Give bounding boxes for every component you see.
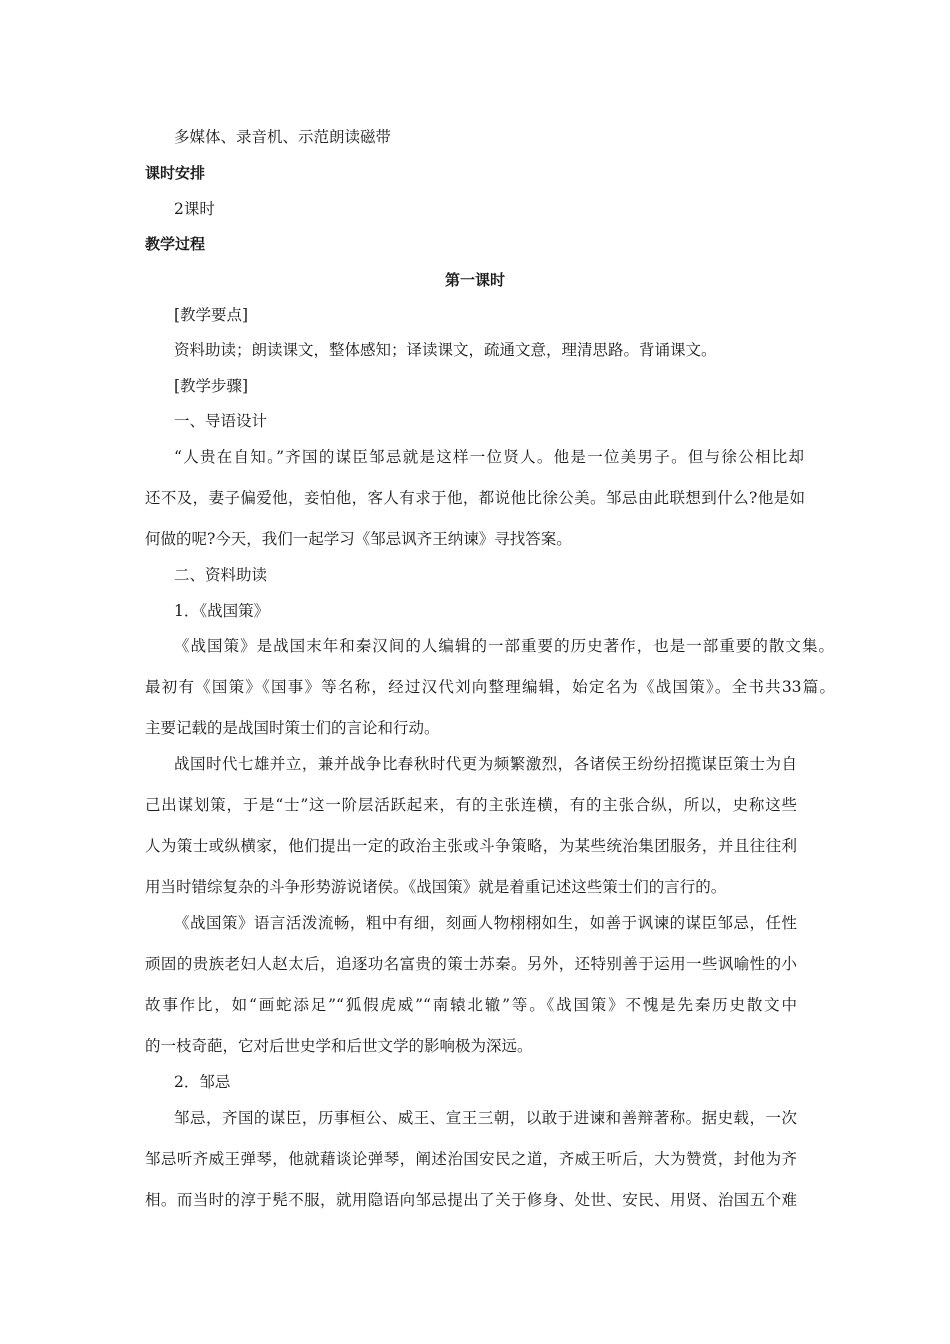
key-points-text: 资料助读；朗读课文，整体感知；译读课文，疏通文意，理清思路。背诵课文。 bbox=[174, 341, 717, 359]
materials-text: 多媒体、录音机、示范朗读磁带 bbox=[174, 128, 392, 146]
process-heading: 教学过程 bbox=[145, 235, 206, 253]
item1-title: 1．《战国策》 bbox=[174, 602, 270, 620]
item1-p2-line: 战国时代七雄并立，兼并战争比春秋时代更为频繁激烈，各诸侯王纷纷招揽谋臣策士为自 bbox=[174, 755, 797, 773]
schedule-value: 2课时 bbox=[174, 200, 215, 218]
item1-p2-line: 用当时错综复杂的斗争形势游说诸侯。《战国策》就是着重记述这些策士们的言行的。 bbox=[145, 878, 727, 896]
schedule-heading: 课时安排 bbox=[145, 164, 206, 182]
item1-p1-line: 最初有《国策》《国事》等名称，经过汉代刘向整理编辑，始定名为《战国策》。全书共33篇。 bbox=[145, 678, 835, 696]
lesson-title: 第一课时 bbox=[444, 271, 505, 289]
intro-line: 何做的呢?今天，我们一起学习《邹忌讽齐王纳谏》寻找答案。 bbox=[145, 530, 572, 548]
section1-title: 一、导语设计 bbox=[174, 412, 268, 430]
item1-p1-line: 《战国策》是战国末年和秦汉间的人编辑的一部重要的历史著作，也是一部重要的散文集。 bbox=[174, 637, 834, 655]
intro-line: 还不及，妻子偏爱他，妾怕他，客人有求于他，都说他比徐公美。邹忌由此联想到什么?他是如 bbox=[145, 489, 805, 507]
item1-p1-line: 主要记载的是战国时策士们的言论和行动。 bbox=[145, 719, 440, 737]
item1-p3-line: 故事作比，如“画蛇添足”“狐假虎威”“南辕北辙”等。《战国策》不愧是先秦历史散文中 bbox=[145, 996, 797, 1014]
item2-p1-line: 邹忌听齐威王弹琴，他就藉谈论弹琴，阐述治国安民之道，齐威王听后，大为赞赏，封他为齐 bbox=[145, 1150, 797, 1168]
key-points-label: [教学要点] bbox=[174, 306, 249, 324]
item2-title: 2．邹忌 bbox=[174, 1073, 231, 1091]
item1-p2-line: 己出谋划策，于是“士”这一阶层活跃起来，有的主张连横，有的主张合纵，所以，史称这些 bbox=[145, 796, 797, 814]
intro-line: “人贵在自知。”齐国的谋臣邹忌就是这样一位贤人。他是一位美男子。但与徐公相比却 bbox=[174, 448, 804, 466]
item1-p3-line: 的一枝奇葩，它对后世史学和后世文学的影响极为深远。 bbox=[145, 1037, 533, 1055]
item1-p3-line: 《战国策》语言活泼流畅，粗中有细，刻画人物栩栩如生，如善于讽谏的谋臣邹忌，任性 bbox=[174, 914, 797, 932]
item1-p2-line: 人为策士或纵横家，他们提出一定的政治主张或斗争策略，为某些统治集团服务，并且往往利 bbox=[145, 837, 797, 855]
section2-title: 二、资料助读 bbox=[174, 566, 268, 584]
item1-p3-line: 顽固的贵族老妇人赵太后，追逐功名富贵的策士苏秦。另外，还特别善于运用一些讽喻性的小 bbox=[145, 955, 797, 973]
item2-p1-line: 相。而当时的淳于髡不服，就用隐语向邹忌提出了关于修身、处世、安民、用贤、治国五个难 bbox=[145, 1191, 797, 1209]
steps-label: [教学步骤] bbox=[174, 377, 249, 395]
item2-p1-line: 邹忌，齐国的谋臣，历事桓公、威王、宣王三朝，以敢于进谏和善辩著称。据史载，一次 bbox=[174, 1109, 797, 1127]
